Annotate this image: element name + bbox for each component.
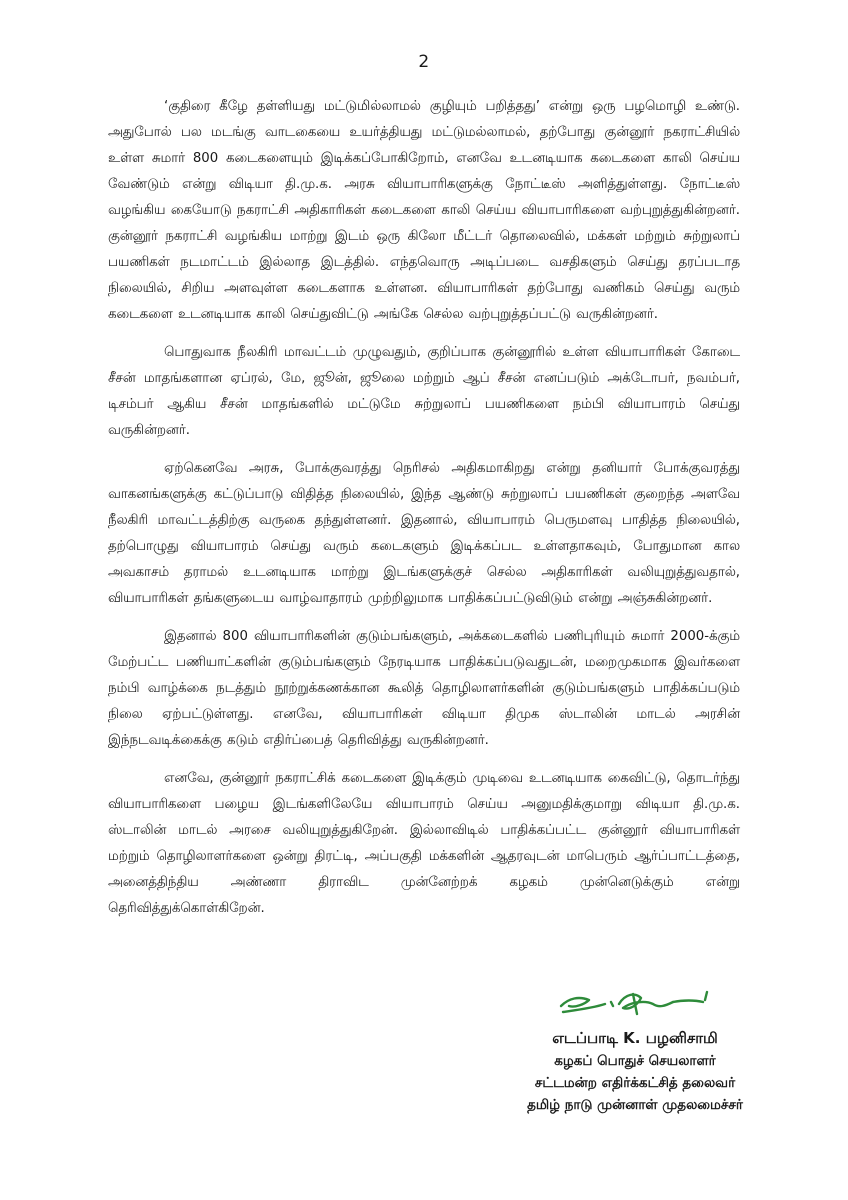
- letter-body: [108, 94, 740, 922]
- signatory-title-3: தமிழ் நாடு முன்னாள் முதலமைச்சர்: [527, 1097, 743, 1113]
- signature-block: [490, 984, 780, 1116]
- page-number: 2: [418, 52, 430, 72]
- signatory-name: எடப்பாடி K. பழனிசாமி: [552, 1029, 718, 1047]
- paragraph-1: ‘குதிரை கீழே தள்ளியது மட்டுமில்லாமல் குழியும் பறித்தது’ என்று ஒரு பழமொழி உண்டு. அதுபோல் பல மடங்கு வாடகையை உயர்த்தியது மட்டுமல்லாமல், தற்போது குன்னூர் நகராட்சியில் உள்ள சுமார் 800 கடைகளையும் இடிக்கப்போகிறோம், எனவே உடனடியாக கடைகளை காலி செய்ய வேண்டும் என்று விடியா தி.மு.க. அரசு வியாபாரிகளுக்கு நோட்டீஸ் அளித்துள்ளது. நோட்டீஸ் வழங்கிய கையோடு நகராட்சி அதிகாரிகள் கடைகளை காலி செய்ய வியாபாரிகளை வற்புறுத்துகின்றனர். குன்னூர் நகராட்சி வழங்கிய மாற்று இடம் ஒரு கிலோ மீட்டர் தொலைவில், மக்கள் மற்றும் சுற்றுலாப் பயணிகள் நடமாட்டம் இல்லாத இடத்தில். எந்தவொரு அடிப்படை வசதிகளும் செய்து தரப்படாத நிலையில், சிறிய அளவுள்ள கடைகளாக உள்ளன. வியாபாரிகள் தற்போது வணிகம் செய்து வரும் கடைகளை உடனடியாக காலி செய்துவிட்டு அங்கே செல்ல வற்புறுத்தப்பட்டு வருகின்றனர்.: [108, 99, 740, 322]
- handwritten-signature-icon: [555, 984, 715, 1018]
- paragraph-4: இதனால் 800 வியாபாரிகளின் குடும்பங்களும், அக்கடைகளில் பணிபுரியும் சுமார் 2000-க்கும் மேற்பட்ட பணியாட்களின் குடும்பங்களும் நேரடியாக பாதிக்கப்படுவதுடன், மறைமுகமாக இவர்களை நம்பி வாழ்க்கை நடத்தும் நூற்றுக்கணக்கான கூலித் தொழிலாளர்களின் குடும்பங்களும் பாதிக்கப்படும் நிலை ஏற்பட்டுள்ளது. எனவே, வியாபாரிகள் விடியா திமுக ஸ்டாலின் மாடல் அரசின் இந்நடவடிக்கைக்கு கடும் எதிர்ப்பைத் தெரிவித்து வருகின்றனர்.: [108, 629, 740, 748]
- paragraph-2: பொதுவாக நீலகிரி மாவட்டம் முழுவதும், குறிப்பாக குன்னூரில் உள்ள வியாபாரிகள் கோடை சீசன் மாதங்களான ஏப்ரல், மே, ஜூன், ஜூலை மற்றும் ஆப் சீசன் எனப்படும் அக்டோபர், நவம்பர், டிசம்பர் ஆகிய சீசன் மாதங்களில் மட்டுமே சுற்றுலாப் பயணிகளை நம்பி வியாபாரம் செய்து வருகின்றனர்.: [108, 345, 740, 438]
- signatory-title-2: சட்டமன்ற எதிர்க்கட்சித் தலைவர்: [534, 1075, 736, 1091]
- paragraph-5: எனவே, குன்னூர் நகராட்சிக் கடைகளை இடிக்கும் முடிவை உடனடியாக கைவிட்டு, தொடர்ந்து வியாபாரிகளை பழைய இடங்களிலேயே வியாபாரம் செய்ய அனுமதிக்குமாறு விடியா தி.மு.க. ஸ்டாலின் மாடல் அரசை வலியுறுத்துகிறேன். இல்லாவிடில் பாதிக்கப்பட்ட குன்னூர் வியாபாரிகள் மற்றும் தொழிலாளர்களை ஒன்று திரட்டி, அப்பகுதி மக்களின் ஆதரவுடன் மாபெரும் ஆர்ப்பாட்டத்தை, அனைத்திந்திய அண்ணா திராவிட முன்னேற்றக் கழகம் முன்னெடுக்கும் என்று தெரிவித்துக்கொள்கிறேன்.: [108, 771, 740, 916]
- signatory-title-1: கழகப் பொதுச் செயலாளர்: [554, 1053, 716, 1069]
- paragraph-3: ஏற்கெனவே அரசு, போக்குவரத்து நெரிசல் அதிகமாகிறது என்று தனியார் போக்குவரத்து வாகனங்களுக்கு கட்டுப்பாடு விதித்த நிலையில், இந்த ஆண்டு சுற்றுலாப் பயணிகள் குறைந்த அளவே நீலகிரி மாவட்டத்திற்கு வருகை தந்துள்ளனர். இதனால், வியாபாரம் பெருமளவு பாதித்த நிலையில், தற்பொழுது வியாபாரம் செய்து வரும் கடைகளும் இடிக்கப்பட உள்ளதாகவும், போதுமான கால அவகாசம் தராமல் உடனடியாக மாற்று இடங்களுக்குச் செல்ல அதிகாரிகள் வலியுறுத்துவதால், வியாபாரிகள் தங்களுடைய வாழ்வாதாரம் முற்றிலுமாக பாதிக்கப்பட்டுவிடும் என்று அஞ்சுகின்றனர்.: [108, 461, 740, 606]
